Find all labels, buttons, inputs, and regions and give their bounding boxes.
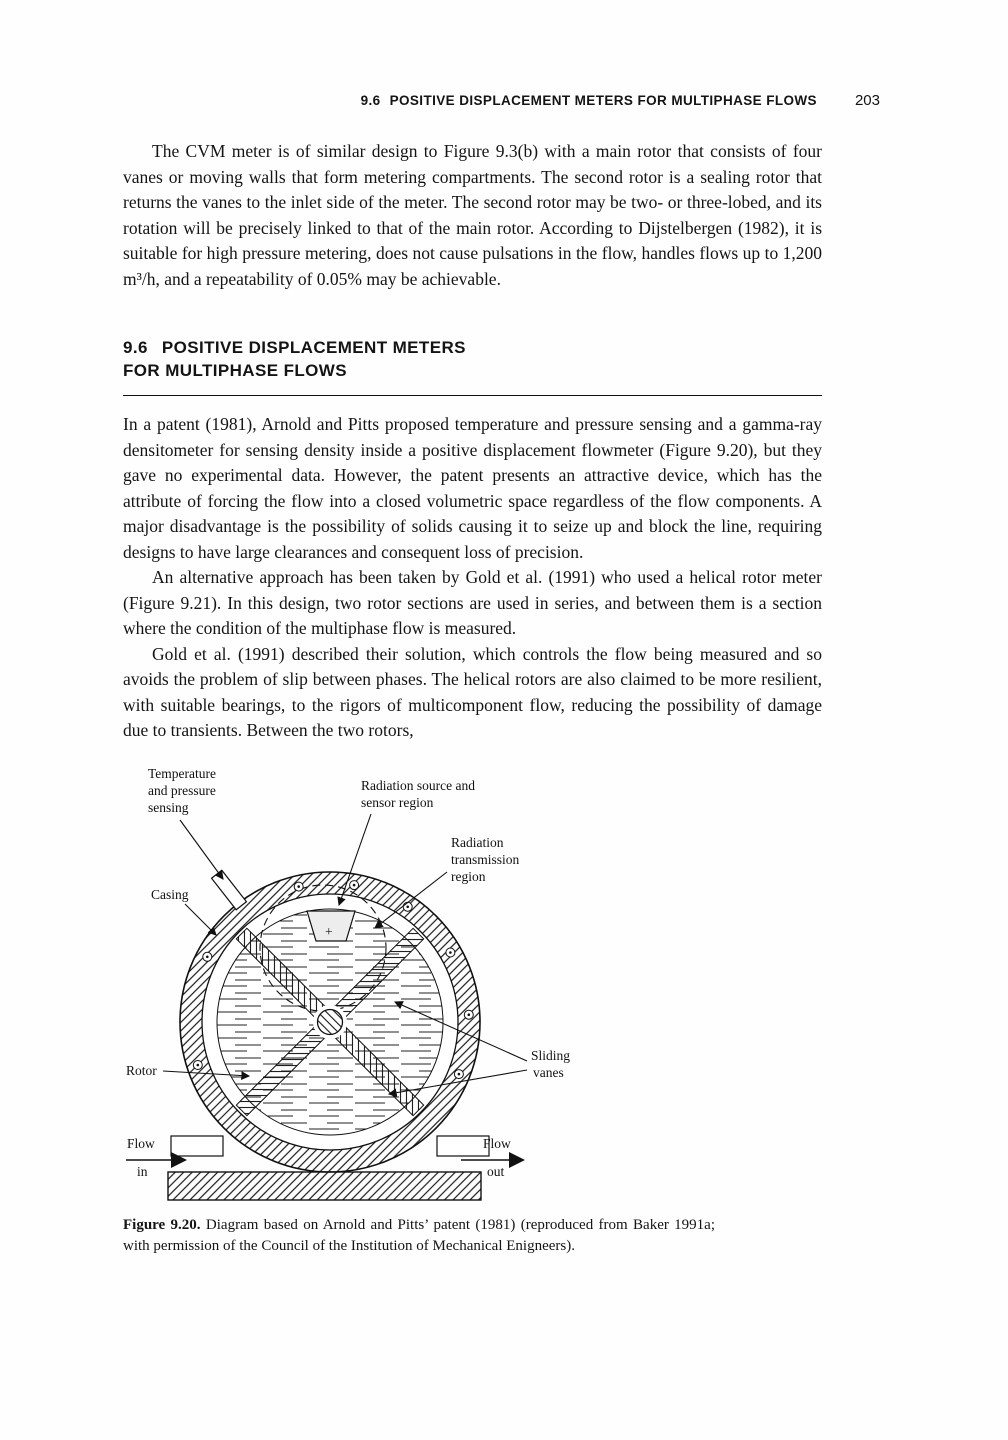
label-rotor: Rotor [126,1062,157,1078]
bolt [193,1060,202,1069]
label-radiation-source-line2: sensor region [361,794,434,810]
paragraph-gold-solution: Gold et al. (1991) described their solution, which controls the flow being measured and so avoids the problem of slip between phases. The helical rotors are also claimed to be more resilient, with suitable bearings, to the rigors of multicomponent flow, reducing the possibility of damage due to transients. Between the two rotors, [123,643,822,740]
paragraph-cvm-meter: The CVM meter is of similar design to Figure 9.3(b) with a main rotor that consists of four vanes or moving walls that form metering compartments. The second rotor is a sealing rotor that returns the vanes to the inlet side of the meter. The second rotor may be two- or three-lobed, and its rotation will be precisely linked to that of the main rotor. According to Dijstelbergen (1982), it is suitable for high pressure metering, does not cause pulsations in the flow, handles flows up to 1,200 m³/h, and a repeatability of 0.05% may be achievable. [123,141,822,289]
meter-diagram [123,762,683,1207]
label-radiation-source-line1: Radiation source and [361,777,475,793]
paragraph-arnold-pitts: In a patent (1981), Arnold and Pitts proposed temperature and pressure sensing and a gamma-ray densitometer for sensing density inside a positive displacement flowmeter (Figure 9.20), but they gave no experimental data. However, the patent presents an attractive device, which has the attribute of forcing the flow into a closed volumetric space regardless of the flow components. A major disadvantage is the possibility of solids causing it to seize up and block the line, requiring designs to have large clearances and consequent loss of precision. [123,414,822,562]
rotor-hub [313,1005,347,1039]
figure-caption-text: Diagram based on Arnold and Pitts’ patent (1981) (reproduced from Baker 1991a; with permission of the Council of the Institution of Mechanical Enigneers). [123,1216,716,1254]
running-header-title: POSITIVE DISPLACEMENT METERS FOR MULTIPHASE FLOWS [389,93,817,108]
bolt [454,1069,463,1078]
radiation-source [307,911,355,941]
base-slab [168,1172,481,1200]
page-number: 203 [854,92,880,109]
bolt [350,880,359,889]
label-radiation-transmission-line1: Radiation [451,834,504,850]
running-header-section-number: 9.6 [360,93,381,108]
sensor-probe [212,870,247,910]
bolt [464,1010,473,1019]
section-heading [123,336,880,382]
figure-caption [123,1215,715,1257]
base-shoulder-right [437,1136,489,1156]
paragraph-gold-helical: An alternative approach has been taken by Gold et al. (1991) who used a helical rotor meter (Figure 9.21). In this design, two rotor sections are used in series, and between them is a section where the condition of the multiphase flow is measured. [123,567,822,638]
section-title-line1: POSITIVE DISPLACEMENT METERS [161,338,466,357]
base-shoulder-left [171,1136,223,1156]
label-temperature-line3: sensing [148,799,189,815]
bolt [446,948,455,957]
running-header [123,92,880,109]
label-temperature-line2: and pressure [148,782,216,798]
plus-mark: + [325,923,333,939]
label-sliding-vanes-line2: vanes [533,1064,564,1080]
section-rule [123,395,822,396]
label-temperature-line1: Temperature [148,765,217,781]
bolt [294,882,303,891]
label-flow-out-line1: Flow [483,1135,511,1151]
section-heading-line1 [123,338,466,357]
label-casing: Casing [151,886,189,902]
label-radiation-transmission-line3: region [451,868,486,884]
label-flow-in-line1: Flow [127,1135,155,1151]
leader-arrow-temperature [180,820,223,879]
figure-9-20 [123,762,880,1257]
figure-caption-label: Figure 9.20. [123,1216,201,1233]
section-title-line2: FOR MULTIPHASE FLOWS [123,361,347,380]
section-number: 9.6 [123,338,148,357]
leader-arrow-casing [185,904,216,935]
label-flow-out-line2: out [487,1163,505,1179]
label-radiation-transmission-line2: transmission [451,851,520,867]
bolt [203,952,212,961]
label-flow-in-line2: in [137,1163,148,1179]
bolt [403,902,412,911]
label-sliding-vanes-line1: Sliding [531,1047,571,1063]
